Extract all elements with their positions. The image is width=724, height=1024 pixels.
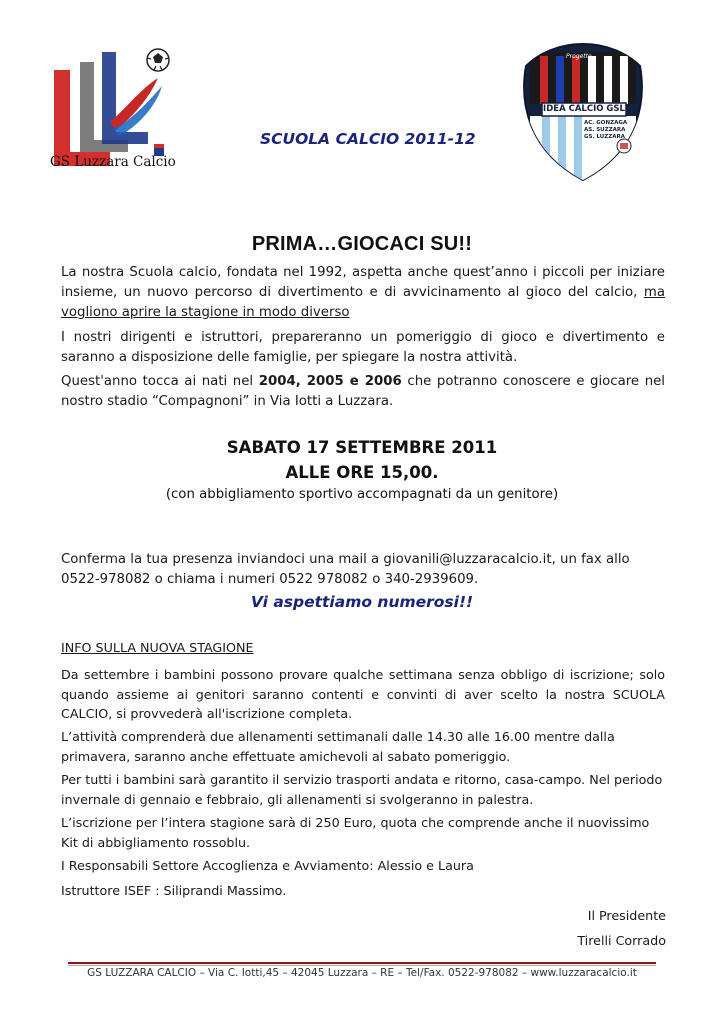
shield-club-2: AS. SUZZARA: [584, 127, 626, 133]
info-item: L’attività comprenderà due allenamenti settimanali dalle 14.30 alle 16.00 mentre dalla primavera, saranno anche effettuate amichevoli al sabato pomeriggio.: [61, 729, 615, 764]
shield-banner-text: IDEA CALCIO GSL: [543, 104, 625, 114]
shield-club-1: AC. GONZAGA: [584, 120, 628, 126]
school-title: SCUOLA CALCIO 2011-12: [260, 130, 476, 148]
footer-text: GS LUZZARA CALCIO – Via C. Iotti,45 – 42045 Luzzara – RE – Tel/Fax. 0522-978082 – www.luzzaracalcio.it: [87, 967, 637, 979]
shield-top-text: Progetto: [566, 53, 592, 60]
years-intro: Quest'anno tocca ai nati nel: [61, 374, 254, 389]
confirm-text: Conferma la tua presenza inviandoci una mail a giovanili@luzzaracalcio.it, un fax allo 0522-978082 o chiama i numeri 0522 978082 o 340-2939609.: [61, 552, 630, 587]
main-title: PRIMA…GIOCACI SU!!: [251, 233, 473, 255]
signature-role: Il Presidente: [587, 908, 666, 923]
slogan: Vi aspettiamo numerosi!!: [250, 593, 474, 611]
club-logo-caption: GS Luzzara Calcio: [50, 154, 176, 170]
info-heading: INFO SULLA NUOVA STAGIONE: [61, 640, 254, 655]
event-time: ALLE ORE 15,00.: [285, 463, 439, 482]
intro-paragraph-2: I nostri dirigenti e istruttori, prepareranno un pomeriggio di gioco e divertimento e saranno a disposizione delle famiglie, per spiegare la nostra attività.: [61, 330, 665, 365]
signature-name: Tirelli Corrado: [577, 933, 666, 948]
shield-club-3: GS. LUZZARA: [584, 134, 625, 140]
info-item: I Responsabili Settore Accoglienza e Avviamento: Alessio e Laura: [61, 858, 474, 873]
intro-underlined: ma vogliono aprire la stagione in modo diverso: [61, 285, 665, 320]
event-date: SABATO 17 SETTEMBRE 2011: [226, 438, 498, 457]
intro-text: La nostra Scuola calcio, fondata nel 1992, aspetta anche quest’anno i piccoli per iniziare insieme, un nuovo percorso di divertimento e di avvicinamento al gioco del calcio,: [61, 265, 665, 300]
info-item: Per tutti i bambini sarà garantito il servizio trasporti andata e ritorno, casa-campo. Nel periodo invernale di gennaio e febbraio, gli allenamenti si svolgeranno in palestra.: [61, 772, 663, 807]
birth-years: 2004, 2005 e 2006: [258, 374, 402, 389]
footer-rule-thin: [68, 965, 656, 966]
info-item: Istruttore ISEF : Siliprandi Massimo.: [61, 883, 287, 898]
intro-paragraph-1: [61, 263, 665, 323]
years-outro: che potranno conoscere e giocare nel nostro stadio “Compagnoni” in Via Iotti a Luzzara.: [61, 374, 666, 409]
footer-rule: [68, 962, 656, 964]
info-item: Da settembre i bambini possono provare qualche settimana senza obbligo di iscrizione; solo quando assieme ai genitori saranno contenti e convinti di aver scelto la nostra SCUOLA CALCIO, si provvederà all'iscrizione completa.: [61, 667, 665, 721]
club-logo-right: [516, 40, 650, 186]
intro-paragraph-3: [61, 372, 665, 412]
event-note: (con abbigliamento sportivo accompagnati da un genitore): [165, 487, 559, 502]
info-item: L’iscrizione per l’intera stagione sarà di 250 Euro, quota che comprende anche il nuovissimo Kit di abbigliamento rossoblu.: [61, 815, 650, 850]
